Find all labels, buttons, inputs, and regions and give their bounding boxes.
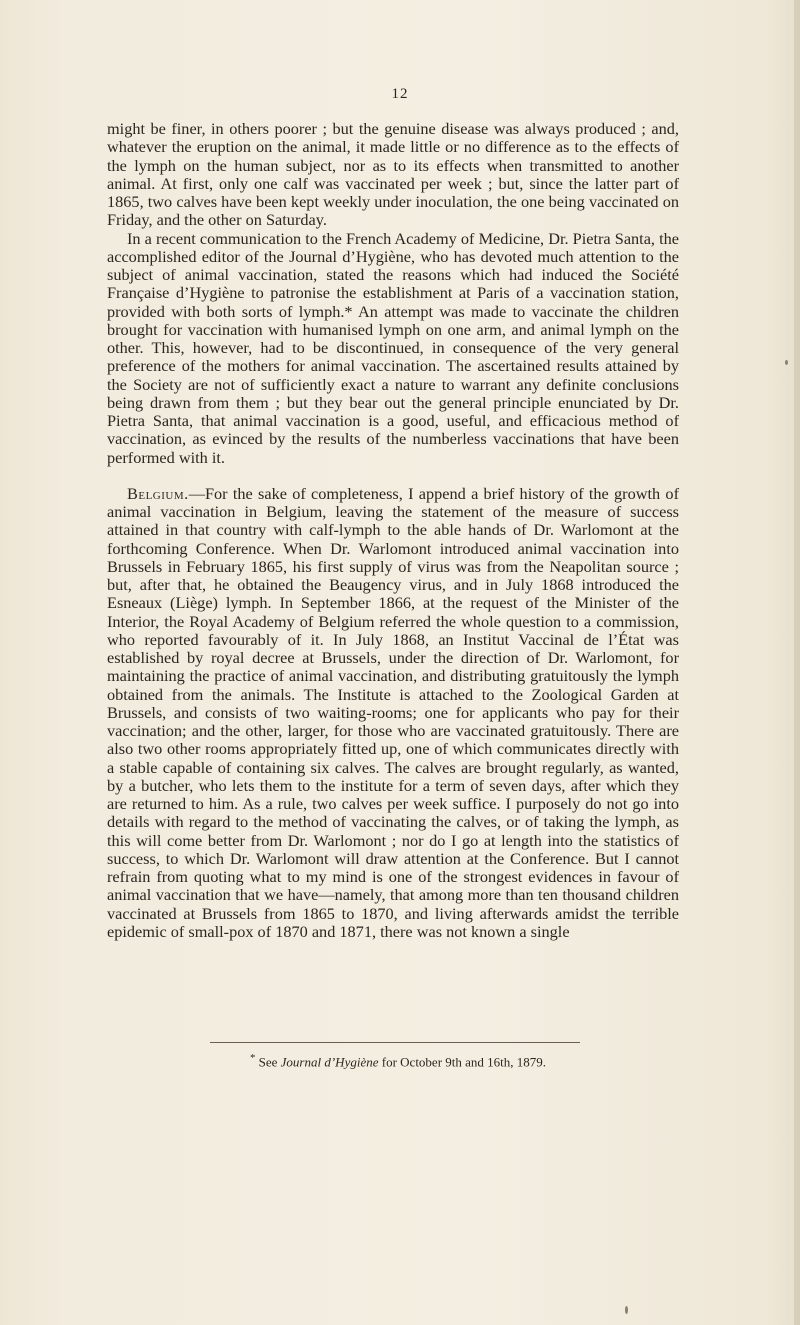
page-number: 12 xyxy=(391,86,409,102)
footnote-prefix: See xyxy=(258,1054,278,1070)
paragraph-continuation: might be finer, in others poorer ; but the genuine disease was always produced ; and, whatever the eruption on the animal, it made little or no difference as to the effects of the lymph on the human subject, nor as to its effects when transmitted to another animal. At first, only one calf was vaccinated per week ; but, since the latter part of 1865, two calves have been kept weekly under inoculation, the one being vaccinated on Friday, and the other on Saturday. xyxy=(107,119,679,230)
footnote-suffix: for October 9th and 16th, 1879. xyxy=(381,1054,547,1070)
body-text xyxy=(107,120,679,941)
page-speck xyxy=(785,360,788,365)
page-edge-shadow xyxy=(794,0,800,1325)
paragraph-pietra-santa: In a recent communication to the French Academy of Medicine, Dr. Pietra Santa, the accomplished editor of the Journal d’Hygiène, who has devoted much attention to the subject of animal vaccination, stated the reasons which had induced the Société Française d’Hygiène to patronise the establishment at Paris of a vaccination station, provided with both sorts of lymph.* An attempt was made to vaccinate the children brought for vaccination with humanised lymph on one arm, and animal lymph on the other. This, however, had to be discontinued, in consequence of the very general preference of the mothers for animal vaccination. The ascertained results attained by the Society are not of sufficiently exact a nature to warrant any definite conclusions being drawn from them ; but they bear out the general principle enunciated by Dr. Pietra Santa, that animal vaccination is a good, useful, and efficacious method of vaccination, as evinced by the results of the numberless vaccinations that have been performed with it. xyxy=(107,228,679,467)
footnote-journal: Journal d’Hygiène xyxy=(280,1054,379,1070)
belgium-text: —For the sake of completeness, I append a brief history of the growth of animal vaccination in Belgium, leaving the statement of the measure of success attained in that country with calf-lymph to the able hands of Dr. Warlomont at the forthcoming Conference. When Dr. Warlomont introduced animal vaccination into Brussels in February 1865, his first supply of virus was from the Neapolitan source ; but, after that, he obtained the Beaugency virus, and in July 1868 introduced the Esneaux (Liège) lymph. In September 1866, at the request of the Minister of the Interior, the Royal Academy of Belgium referred the whole question to a commission, who reported favourably of it. In July 1868, an Institut Vaccinal de l’État was established by royal decree at Brussels, under the direction of Dr. Warlomont, for maintaining the practice of animal vaccination, and distributing gratuitously the lymph obtained from the animals. The Institute is attached to the Zoological Garden at Brussels, and consists of two waiting-rooms; one for applicants who pay for their vaccination; and the other, larger, for those who are vaccinated gratuitously. There are also two other rooms appropriately fitted up, one of which communicates directly with a stable capable of containing six calves. The calves are brought regularly, as wanted, by a butcher, who lets them to the institute for a term of seven days, after which they are returned to him. As a rule, two calves per week suffice. I purposely do not go into details with regard to the method of vaccinating the calves, or of taking the lymph, as this will come better from Dr. Warlomont ; nor do I go at length into the statistics of success, to which Dr. Warlomont will draw attention at the Conference. But I cannot refrain from quoting what to my mind is one of the strongest evidences in favour of animal vaccination that we have—namely, that among more than ten thousand children vaccinated at Brussels from 1865 to 1870, and living afterwards amidst the terrible epidemic of small-pox of 1870 and 1871, there was not known a single xyxy=(107,483,679,941)
page-speck xyxy=(625,1306,628,1314)
footnote-marker: * xyxy=(249,1052,256,1064)
section-heading-belgium: Belgium. xyxy=(127,483,189,503)
paragraph-belgium xyxy=(107,485,679,941)
footnote xyxy=(108,1052,688,1070)
footnote-rule xyxy=(210,1042,580,1043)
